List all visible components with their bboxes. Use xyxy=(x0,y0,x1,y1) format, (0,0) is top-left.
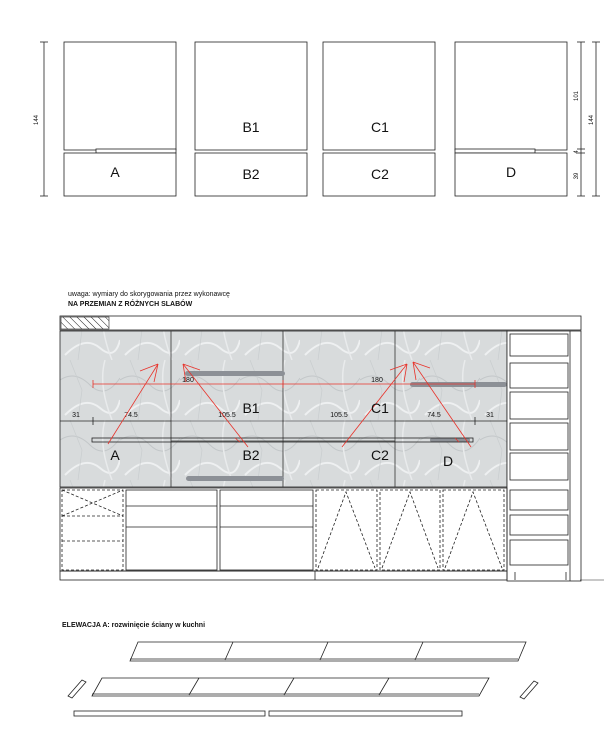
seg-dim-5: 74.5 xyxy=(427,412,441,419)
elev-label-b2: B2 xyxy=(242,447,260,463)
dim-101: 101 xyxy=(574,90,580,102)
slab-a-bottom xyxy=(64,153,176,196)
elev-label-a: A xyxy=(110,447,120,463)
slab-a-top xyxy=(64,42,176,150)
seg-dim-2: 74.5 xyxy=(124,412,138,419)
tall-cabinet xyxy=(507,331,581,581)
slab-d-shelf xyxy=(455,149,535,153)
elevation-a-title: ELEWACJA A: rozwinięcie ściany w kuchni xyxy=(62,622,206,629)
elev-label-c2: C2 xyxy=(371,447,389,463)
slab-isometric-bottom xyxy=(68,678,538,699)
dim-4: 4 xyxy=(574,150,580,154)
slab-label-b1: B1 xyxy=(242,119,260,135)
shelf-photo-4 xyxy=(430,438,470,442)
left-height-label: 144 xyxy=(34,114,40,126)
slab-a-shelf xyxy=(96,149,176,153)
slab-label-a: A xyxy=(110,164,120,180)
slab-d-top xyxy=(455,42,567,150)
base-cabinets xyxy=(60,488,507,580)
ceiling-frame xyxy=(60,316,581,330)
dim-39: 39 xyxy=(574,172,580,180)
slab-label-c2: C2 xyxy=(371,166,389,182)
elevation-title: NA PRZEMIAN Z RÓŻNYCH SLABÓW xyxy=(68,301,193,308)
slab-strips xyxy=(74,711,462,716)
dim-144-right: 144 xyxy=(589,114,595,126)
hatched-block xyxy=(61,317,109,329)
left-dimension xyxy=(34,42,48,196)
slab-label-d: D xyxy=(505,164,517,180)
shelf-dim-right: 180 xyxy=(371,377,383,384)
elev-label-d: D xyxy=(442,453,454,469)
elevation-note: uwaga: wymiary do skorygowania przez wykonawcę xyxy=(68,291,230,298)
slab-label-c1: C1 xyxy=(371,119,389,135)
seg-dim-3: 105.5 xyxy=(218,412,236,419)
elevation xyxy=(60,291,604,581)
elev-label-b1: B1 xyxy=(242,400,260,416)
slab-layout xyxy=(34,42,600,196)
slab-label-b2: B2 xyxy=(242,166,260,182)
shelf-dim-left: 180 xyxy=(182,377,194,384)
shelf-photo-3 xyxy=(186,476,284,481)
elev-label-c1: C1 xyxy=(371,400,389,416)
seg-dim-6: 31 xyxy=(486,412,494,419)
elevation-a xyxy=(62,622,538,716)
right-dimensions xyxy=(574,42,600,196)
slab-isometric-top xyxy=(130,642,526,661)
shelf-photo-1 xyxy=(185,371,285,376)
marble-backsplash xyxy=(60,331,507,487)
seg-dim-4: 105.5 xyxy=(330,412,348,419)
shelf-photo-2 xyxy=(410,382,507,387)
seg-dim-1: 31 xyxy=(72,412,80,419)
